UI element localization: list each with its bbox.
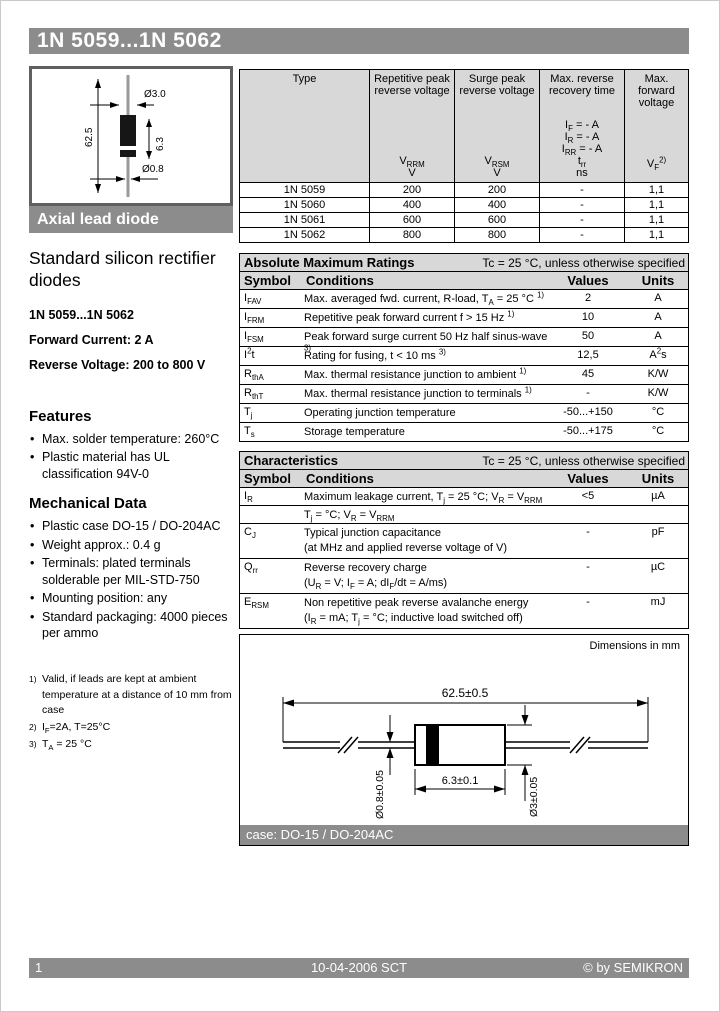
lead-diameter-label: Ø0.8 <box>142 164 164 175</box>
col-vf-symbol: $V_F^{2)}$ <box>646 155 667 173</box>
col-vrrm <box>369 70 454 182</box>
col-vrrm-symbol: $V_{RRM}$ V <box>399 155 425 179</box>
cathode-band <box>120 146 136 150</box>
lead-diameter-dim: Ø0.8±0.05 <box>374 770 386 819</box>
ratings-condition-note: Tc = 25 °C, unless otherwise specified <box>482 255 685 270</box>
body-diameter-label: Ø3.0 <box>144 89 166 100</box>
condition-lines: Non repetitive peak reverse avalanche energy ($I_R$ = mA; $T_j = ^\circ C$; inductive load switched off) <box>304 597 529 627</box>
condition-lines: Typical junction capacitance (at MHz and applied reverse voltage of V) <box>304 527 507 554</box>
col-type <box>240 70 369 182</box>
cathode-band <box>426 725 439 765</box>
forward-current: Forward Current: 2 A <box>29 332 154 347</box>
col-vrsm <box>454 70 539 182</box>
footnote-text: Valid, if leads are kept at ambient temperature at a distance of 10 mm from case <box>42 672 232 717</box>
characteristics-table <box>239 451 689 629</box>
body-length-label: 6.3 <box>155 137 166 151</box>
ratings-row: $R_{thA}$ Max. thermal resistance junction to ambient $^{1)}$ 45 K/W <box>240 366 688 385</box>
feature-item: • Max. solder temperature: 260°C <box>29 431 233 448</box>
characteristics-row: $I_R$ Maximum leakage current, $T_j = 25$ °C; $V_R = V_{RRM}$ <5 µA <box>240 488 688 506</box>
ratings-column-header: Symbol Conditions Values Units <box>240 272 688 290</box>
part-range: 1N 5059...1N 5062 <box>29 307 134 322</box>
ratings-row: $I_{FSM}$ Peak forward surge current 50 Hz half sinus-wave $^{3)}$ 50 A <box>240 328 688 347</box>
ratings-row: $I^2t$ Rating for fusing, t < 10 ms $^{3)}$ 12,5 $A^2s$ <box>240 347 688 366</box>
ratings-row: $I_{FRM}$ Repetitive peak forward current f > 15 Hz $^{1)}$ 10 A <box>240 309 688 328</box>
footnote <box>29 672 233 719</box>
type-cell: 1N 5059 <box>283 184 326 196</box>
footnote-text: $T_A = 25$ °C <box>42 737 92 752</box>
case-label: case: DO-15 / DO-204AC <box>240 825 688 845</box>
col-type-title: Type <box>292 73 317 85</box>
characteristics-title-row <box>240 452 688 470</box>
footnote-text: $I_F=2A$, T=25°C <box>42 721 111 736</box>
mechanical-item: • Weight approx.: 0.4 g <box>29 537 233 554</box>
col-trr-title: Max. reverse recovery time <box>548 73 616 97</box>
footer <box>29 958 689 978</box>
mechanical-list <box>29 518 233 642</box>
total-length-label: 62.5 <box>84 127 95 147</box>
characteristics-condition-note: Tc = 25 °C, unless otherwise specified <box>482 453 685 468</box>
col-vrsm-symbol: $V_{RSM}$ V <box>484 155 510 179</box>
ratings-row: $I_{FAV}$ Max. averaged fwd. current, R-load, $T_A = 25$ °C $^{1)}$ 2 A <box>240 290 688 309</box>
type-row: 1N 5059 200 200 - 1,1 <box>240 182 688 197</box>
page-title: 1N 5059...1N 5062 <box>29 28 689 54</box>
dimensions-drawing <box>240 653 686 821</box>
col-vf <box>624 70 688 182</box>
col-vrsm-title: Surge peak reverse voltage <box>459 73 535 97</box>
diode-body <box>120 115 136 157</box>
ratings-title-row <box>240 254 688 272</box>
ratings-row: $R_{thT}$ Max. thermal resistance junction to terminals $^{1)}$ - K/W <box>240 385 688 404</box>
footnote <box>29 737 233 753</box>
type-cell: 1N 5062 <box>283 229 326 241</box>
mechanical-heading: Mechanical Data <box>29 495 147 513</box>
dimensions-note: Dimensions in mm <box>589 640 680 652</box>
characteristics-row: $C_J$ Typical junction capacitance (at MHz and applied reverse voltage of V) - pF <box>240 524 688 559</box>
footnote-mark: 2) <box>29 722 37 732</box>
type-table-header <box>240 70 688 182</box>
characteristics-column-header: Symbol Conditions Values Units <box>240 470 688 488</box>
footer-page-number: 1 <box>35 960 43 975</box>
ratings-table <box>239 253 689 442</box>
dimensions-box <box>239 634 689 846</box>
ratings-row: $T_s$ Storage temperature -50...+175 °C <box>244 425 665 440</box>
col-vrrm-title: Repetitive peak reverse voltage <box>374 73 450 97</box>
body-diameter-dim: Ø3±0.05 <box>528 776 540 817</box>
col-trr <box>539 70 624 182</box>
features-list <box>29 431 233 483</box>
body-length-dim: 6.3±0.1 <box>441 775 479 787</box>
characteristics-row: $Q_{rr}$ Reverse recovery charge ($U_R = V$; $I_F = A$; $dI_F/dt = A/ms$) - µC <box>240 559 688 594</box>
mechanical-item: • Terminals: plated terminals solderable per MIL-STD-750 <box>29 555 233 588</box>
footnote <box>29 720 233 736</box>
ratings-row: $T_j$ Operating junction temperature -50...+150 °C <box>240 404 688 423</box>
characteristics-title: Characteristics <box>244 453 338 468</box>
type-row: 1N 5062 800 800 - 1,1 <box>240 227 688 242</box>
footnotes <box>29 672 233 753</box>
characteristics-row: $E_{RSM}$ Non repetitive peak reverse avalanche energy ($I_R$ = mA; $T_j = ^\circ C$; inductive load switched off) - mJ <box>244 596 666 627</box>
type-row: 1N 5061 600 600 - 1,1 <box>240 212 688 227</box>
type-table <box>239 69 689 243</box>
characteristics-row: $T_j = ^\circ C$; $V_R = V_{RRM}$ <box>240 506 688 524</box>
diode-drawing <box>32 69 230 203</box>
condition-lines: Reverse recovery charge ($U_R = V$; $I_F = A$; $dI_F/dt = A/ms$) <box>304 562 448 592</box>
features-heading: Features <box>29 407 92 425</box>
diode-package-figure <box>29 66 233 206</box>
col-vf-title: Max. forward voltage <box>638 73 675 109</box>
type-row: 1N 5060 400 400 - 1,1 <box>240 197 688 212</box>
feature-item: • Plastic material has UL classification 94V-0 <box>29 449 233 482</box>
mechanical-item: • Standard packaging: 4000 pieces per ammo <box>29 609 233 642</box>
mechanical-item: • Plastic case DO-15 / DO-204AC <box>29 518 233 535</box>
type-cell: 1N 5061 <box>283 214 326 226</box>
reverse-voltage: Reverse Voltage: 200 to 800 V <box>29 357 206 372</box>
ratings-title: Absolute Maximum Ratings <box>244 255 415 270</box>
product-subtitle: Standard silicon rectifier diodes <box>29 248 216 290</box>
footnote-mark: 3) <box>29 738 37 749</box>
footer-date: 10-04-2006 SCT <box>310 960 408 975</box>
footer-copyright: © by SEMIKRON <box>583 960 683 975</box>
total-length-dim: 62.5±0.5 <box>441 686 489 700</box>
footnote-mark: 1) <box>29 673 37 684</box>
col-trr-conditions: $I_F$ = - A $I_R$ = - A $I_{RR}$ = - A $t_{rr}$ ns <box>561 119 603 179</box>
left-column <box>29 66 233 753</box>
mechanical-item: • Mounting position: any <box>29 590 233 607</box>
type-cell: 1N 5060 <box>283 199 326 211</box>
package-caption: Axial lead diode <box>29 206 233 233</box>
